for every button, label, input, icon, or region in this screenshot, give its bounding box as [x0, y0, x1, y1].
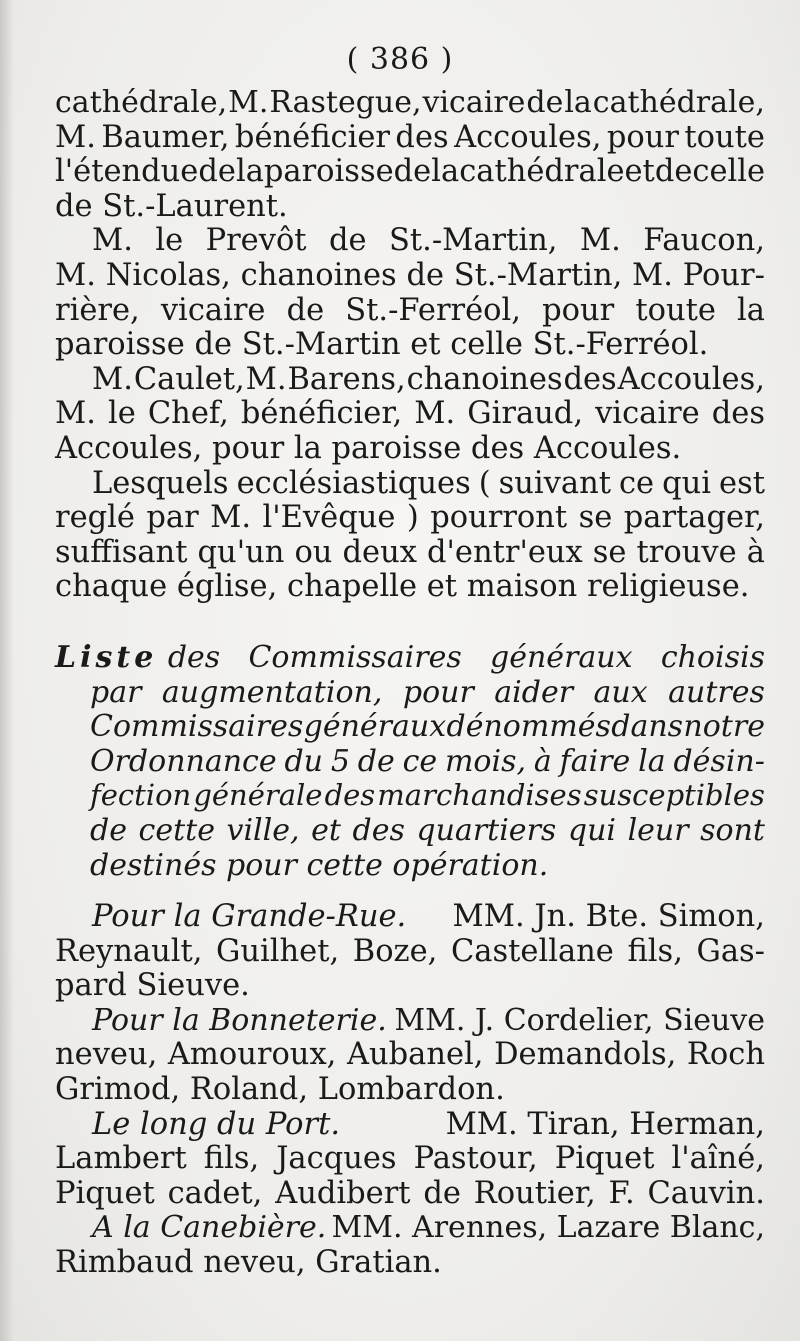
body-text-upper: [55, 86, 765, 605]
section-text: MM. Tiran, Herman,: [445, 1106, 765, 1142]
section-title: A la Canebière.: [92, 1210, 327, 1246]
section-line: Reynault, Guilhet, Boze, Castellane fils, Gas-: [55, 933, 765, 969]
text-line: de St.-Laurent.: [55, 188, 288, 224]
section-line: Rimbaud neveu, Gratian.: [55, 1244, 442, 1280]
page-number: ( 386 ): [346, 42, 454, 77]
text-line: M. le Prevôt de St.-Martin, M. Faucon,: [92, 223, 765, 259]
section-first-line: [55, 900, 765, 935]
liste-head-word: Liste: [55, 640, 158, 675]
text-line: M. Baumer, bénéficier des Accoules, pour toute: [55, 119, 765, 155]
text-line: l'étendue de la paroisse de la cathédrale et de celle: [55, 154, 766, 190]
text-line: M. Nicolas, chanoines de St.-Martin, M. Pour-: [55, 257, 765, 293]
text-line: cathédrale, M. Rastegue, vicaire de la cathédrale,: [55, 85, 765, 120]
quarters-list: [55, 900, 765, 1281]
section-text: MM. Arennes, Lazare Blanc,: [331, 1210, 765, 1246]
section-first-line: [55, 1004, 765, 1039]
liste-line: par augmentation, pour aider aux autres: [90, 674, 765, 710]
page-footer-area: [0, 1280, 800, 1340]
section-text: MM. J. Cordelier, Sieuve: [394, 1002, 765, 1038]
section-text: MM. Jn. Bte. Simon,: [452, 899, 765, 934]
text-line: M. le Chef, bénéficier, M. Giraud, vicaire des: [55, 396, 765, 432]
liste-line: [55, 640, 765, 675]
liste-text: des Commissaires généraux choisis: [167, 640, 765, 675]
liste-line: Commissaires généraux dénommés dans notre: [90, 709, 765, 745]
section-title: Pour la Bonneterie.: [92, 1002, 387, 1038]
text-line: M. Caulet, M. Barens, chanoines des Accoules,: [92, 361, 765, 397]
text-line: Lesquels ecclésiastiques ( suivant ce qui est: [92, 465, 765, 501]
liste-line: destinés pour cette opération.: [90, 847, 549, 883]
liste-line: Ordonnance du 5 de ce mois, à faire la désin-: [90, 743, 765, 779]
liste-line: fection générale des marchandises susceptibles: [90, 778, 765, 813]
text-line: Accoules, pour la paroisse des Accoules.: [55, 430, 682, 466]
section-line: neveu, Amouroux, Aubanel, Demandols, Roch: [55, 1037, 765, 1073]
section-first-line: [55, 1108, 765, 1143]
liste-line: de cette ville, et des quartiers qui leur sont: [90, 812, 765, 848]
text-line: suffisant qu'un ou deux d'entr'eux se trouve à: [55, 534, 765, 570]
text-line: paroisse de St.-Martin et celle St.-Ferréol.: [55, 327, 709, 363]
section-first-line: [55, 1211, 765, 1246]
text-line: rière, vicaire de St.-Ferréol, pour toute la: [55, 292, 765, 328]
text-line: chaque église, chapelle et maison religieuse.: [55, 569, 750, 605]
section-title: Le long du Port.: [92, 1106, 341, 1142]
section-line: Piquet cadet, Audibert de Routier, F. Cauvin.: [55, 1175, 765, 1211]
text-line: reglé par M. l'Evêque ) pourront se partager,: [55, 500, 765, 536]
page-edge-shadow: [0, 0, 14, 1341]
section-line: Grimod, Roland, Lombardon.: [55, 1071, 505, 1107]
section-title: Pour la Grande-Rue.: [92, 899, 407, 934]
liste-heading-block: [55, 640, 765, 882]
section-line: pard Sieuve.: [55, 968, 250, 1004]
section-line: Lambert fils, Jacques Pastour, Piquet l'aîné,: [55, 1141, 765, 1177]
